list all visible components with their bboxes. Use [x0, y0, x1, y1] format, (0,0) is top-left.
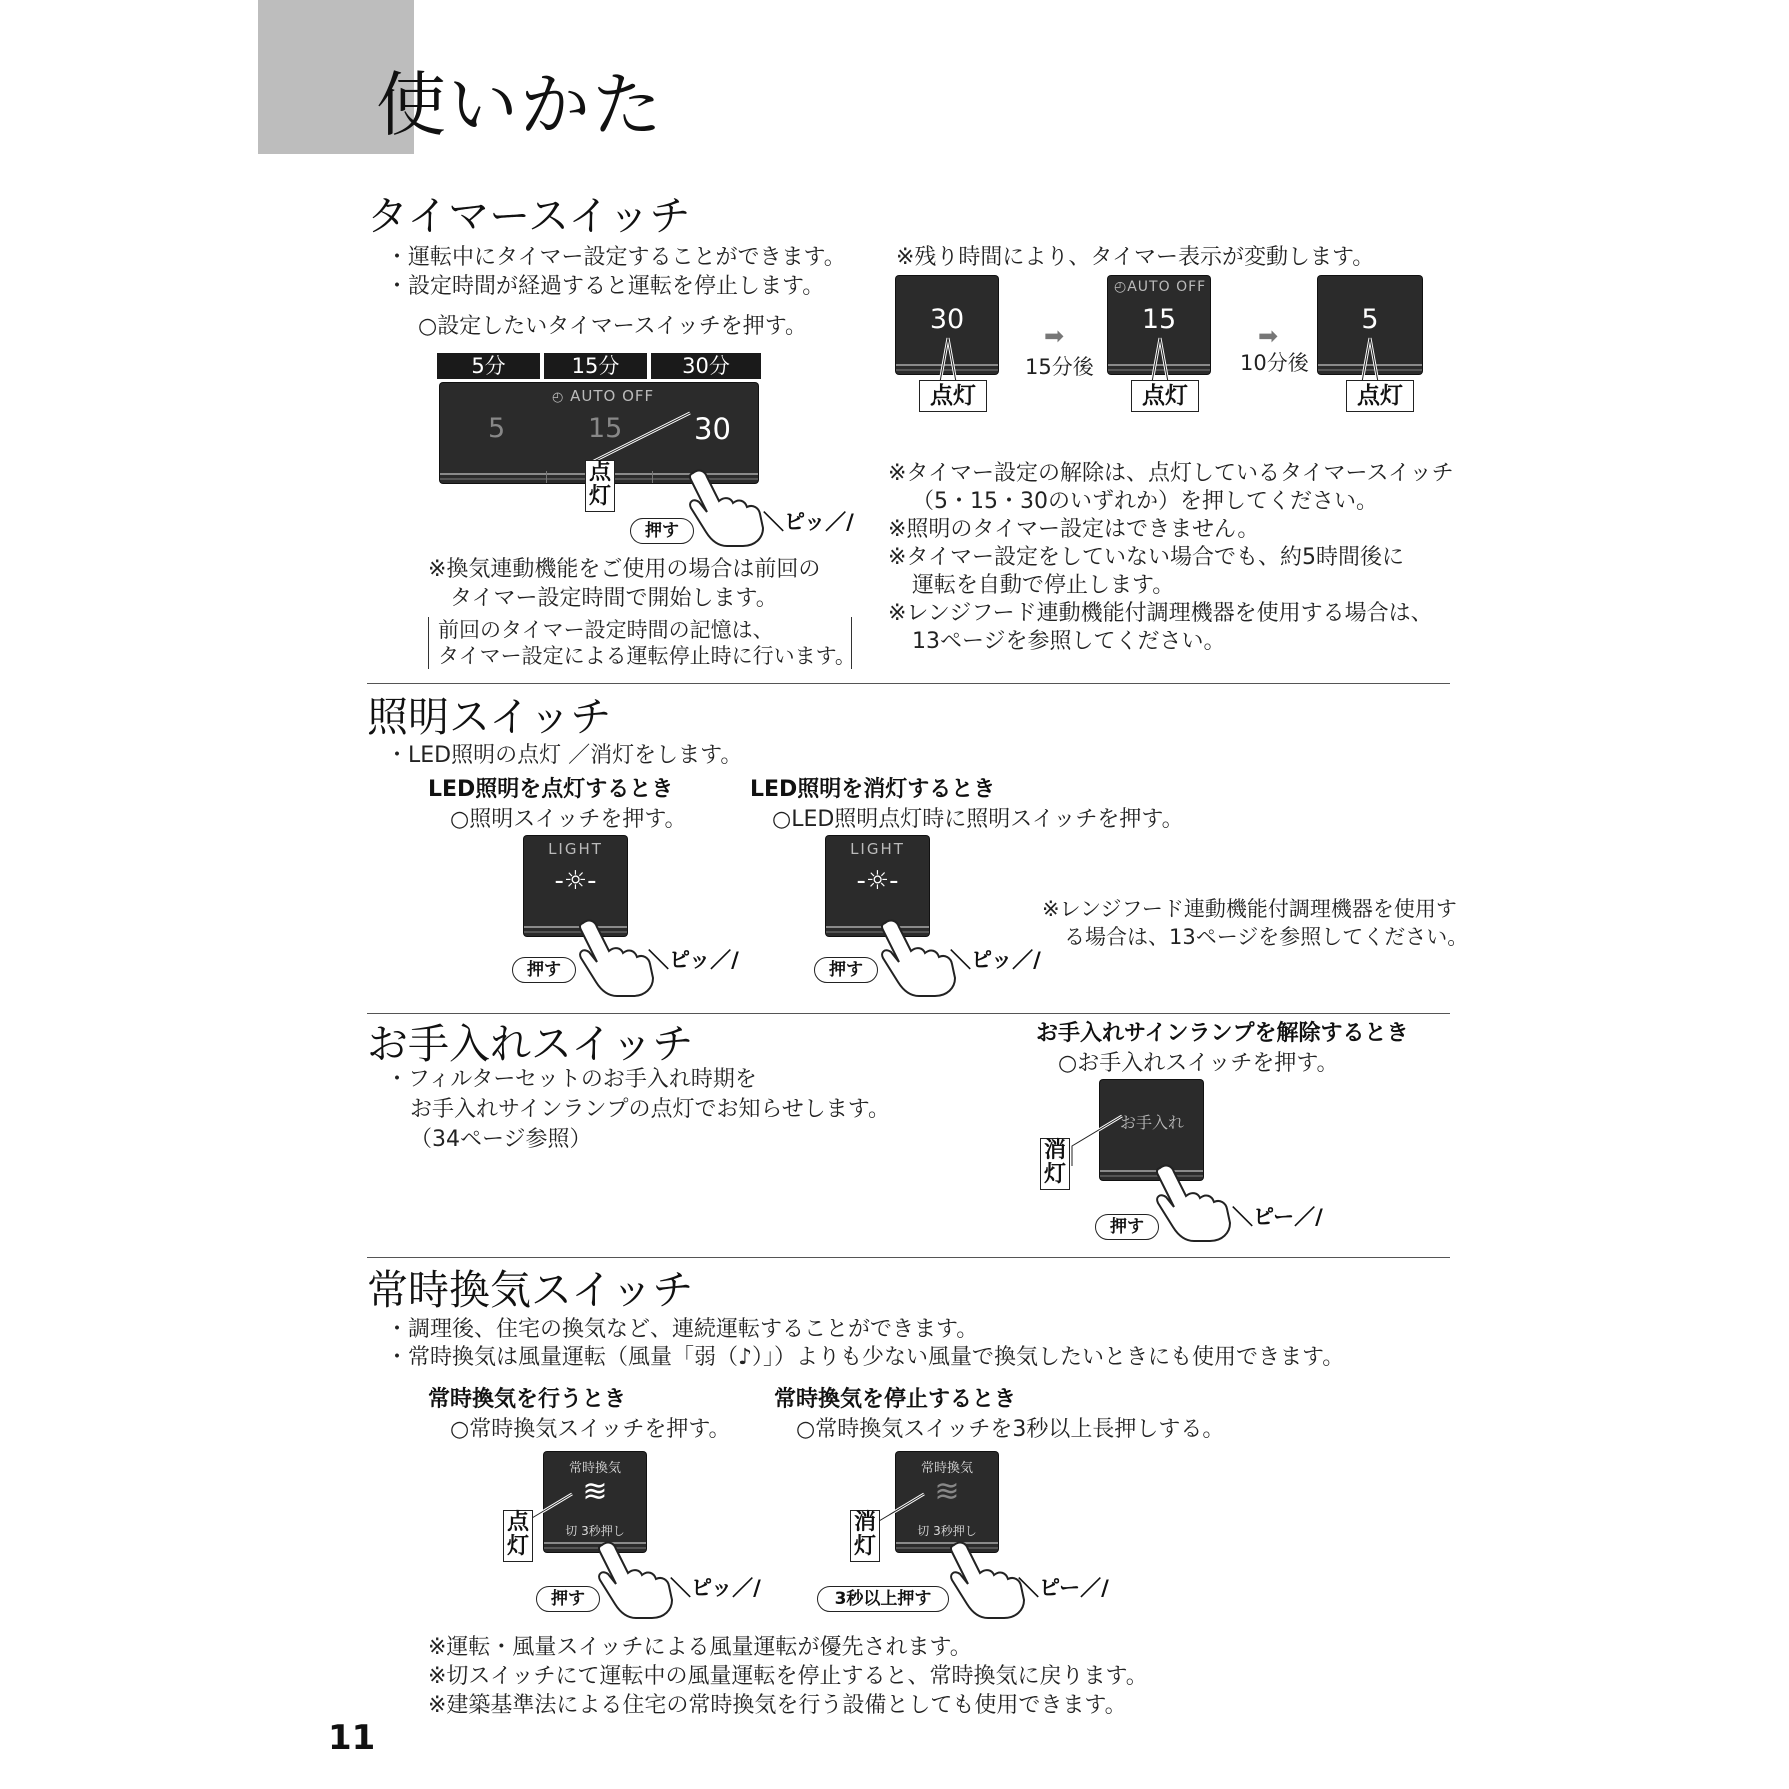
timer-note-3: ※照明のタイマー設定はできません。 — [888, 517, 1260, 542]
care-release-instruction: ○お手入れスイッチを押す。 — [1058, 1051, 1339, 1076]
care-hand-icon — [1152, 1163, 1242, 1243]
vent-note-2: ※切スイッチにて運転中の風量運転を停止すると、常時換気に戻ります。 — [428, 1664, 1148, 1689]
timer-lit-label: 点灯 — [585, 460, 615, 512]
vent-off-sound: ＼ピー／/ — [1018, 1576, 1109, 1600]
care-release-heading: お手入れサインランプを解除するとき — [1036, 1021, 1409, 1046]
timer-seq-lit-1: 点灯 — [919, 380, 987, 412]
timer-tab-15: 15分 — [544, 353, 647, 379]
care-off-pointer — [1060, 1110, 1130, 1170]
light-panel-label: LIGHT — [850, 840, 905, 858]
light-section-title: 照明スイッチ — [367, 693, 612, 741]
timer-note-5: 運転を自動で停止します。 — [912, 573, 1175, 598]
timer-sound: ＼ピッ／/ — [763, 510, 854, 534]
timer-bullet-1: ・運転中にタイマー設定することができます。 — [386, 245, 846, 270]
vent-panel-label: 常時換気 — [920, 1461, 973, 1476]
clock-icon: ◴ — [552, 390, 565, 405]
care-bullet-1: ・フィルターセットのお手入れ時期を — [386, 1067, 757, 1092]
timer-note-6: ※レンジフード連動機能付調理機器を使用する場合は、 — [888, 601, 1433, 626]
light-on-press-pill: 押す — [512, 957, 576, 983]
vent-lit-label: 点灯 — [503, 1510, 533, 1562]
vent-off-instruction: ○常時換気スイッチを3秒以上長押しする。 — [796, 1417, 1225, 1442]
timer-note-link-1: ※換気連動機能をご使用の場合は前回の — [428, 557, 821, 582]
timer-seq-after-15: 15分後 — [1025, 355, 1094, 379]
light-bulb-icon: -☼- — [554, 866, 597, 896]
timer-instruction: ○設定したいタイマースイッチを押す。 — [418, 314, 808, 339]
light-off-sound: ＼ピッ／/ — [950, 948, 1041, 972]
timer-memory-note-2: タイマー設定による運転停止時に行います。 — [438, 644, 856, 668]
timer-section-title: タイマースイッチ — [367, 192, 691, 240]
vent-bullet-2: ・常時換気は風量運転（風量「弱（♪）」）よりも少ない風量で換気したいときにも使用できます。 — [386, 1345, 1345, 1370]
care-off-label: 消灯 — [1040, 1138, 1070, 1190]
light-on-sound: ＼ピッ／/ — [648, 948, 739, 972]
vent-section-title: 常時換気スイッチ — [367, 1266, 694, 1314]
vent-long-press-pill: 3秒以上押す — [817, 1586, 949, 1612]
care-panel-label: お手入れ — [1120, 1113, 1185, 1132]
vent-off-heading: 常時換気を停止するとき — [774, 1387, 1017, 1412]
page-title: 使いかた — [376, 64, 664, 146]
timer-note-1: ※タイマー設定の解除は、点灯しているタイマースイッチ — [888, 461, 1454, 486]
timer-note-7: 13ページを参照してください。 — [912, 629, 1226, 654]
light-panel-label: LIGHT — [548, 840, 603, 858]
light-on-heading: LED照明を点灯するとき — [428, 777, 674, 802]
airflow-icon: ≋ — [582, 1474, 608, 1509]
divider — [367, 1013, 1450, 1014]
timer-bullet-2: ・設定時間が経過すると運転を停止します。 — [386, 274, 825, 299]
vent-off-label: 消灯 — [850, 1510, 880, 1562]
light-note-2: る場合は、13ページを参照してください。 — [1064, 925, 1469, 949]
light-off-heading: LED照明を消灯するとき — [750, 777, 996, 802]
timer-press-pill: 押す — [630, 518, 694, 544]
timer-seq-lit-2: 点灯 — [1131, 380, 1199, 412]
timer-memory-note-1: 前回のタイマー設定時間の記憶は、 — [438, 618, 774, 642]
vent-on-press-pill: 押す — [536, 1586, 600, 1612]
care-bullet-2: お手入れサインランプの点灯でお知らせします。 — [410, 1097, 891, 1122]
light-off-instruction: ○LED照明点灯時に照明スイッチを押す。 — [772, 807, 1184, 832]
arrow-right-icon: ➡ — [1258, 322, 1279, 350]
timer-note-link-2: タイマー設定時間で開始します。 — [450, 586, 778, 611]
timer-note-2: （5・15・30のいずれか）を押してください。 — [912, 489, 1378, 514]
care-sound: ＼ピー／/ — [1232, 1205, 1323, 1229]
vent-note-3: ※建築基準法による住宅の常時換気を行う設備としても使用できます。 — [428, 1693, 1127, 1718]
timer-seq-after-10: 10分後 — [1240, 351, 1309, 375]
timer-seq-value-15: 15 — [1141, 304, 1177, 335]
light-bulb-icon: -☼- — [856, 866, 899, 896]
care-section-title: お手入れスイッチ — [367, 1020, 694, 1068]
timer-seq-lit-3: 点灯 — [1346, 380, 1414, 412]
light-on-instruction: ○照明スイッチを押す。 — [450, 807, 687, 832]
light-off-press-pill: 押す — [814, 957, 878, 983]
arrow-right-icon: ➡ — [1044, 322, 1065, 350]
timer-button-15[interactable]: 15 — [588, 413, 623, 444]
timer-tab-5: 5分 — [437, 353, 540, 379]
vent-bullet-1: ・調理後、住宅の換気など、連続運転することができます。 — [386, 1317, 979, 1342]
divider — [367, 1257, 1450, 1258]
vent-panel-label: 常時換気 — [568, 1461, 621, 1476]
divider — [367, 683, 1450, 684]
light-note-1: ※レンジフード連動機能付調理機器を使用す — [1042, 897, 1457, 921]
vent-panel-sub: 切 3秒押し — [565, 1524, 625, 1538]
care-press-pill: 押す — [1095, 1214, 1159, 1240]
timer-seq-value-30: 30 — [929, 304, 965, 335]
page-number: 11 — [328, 1718, 376, 1758]
timer-tab-30: 30分 — [651, 353, 761, 379]
light-bullet: ・LED照明の点灯 ／消灯をします。 — [386, 743, 743, 768]
vent-note-1: ※運転・風量スイッチによる風量運転が優先されます。 — [428, 1635, 972, 1660]
vent-on-sound: ＼ピッ／/ — [670, 1576, 761, 1600]
airflow-icon: ≋ — [934, 1474, 960, 1509]
vent-on-instruction: ○常時換気スイッチを押す。 — [450, 1417, 731, 1442]
vent-on-heading: 常時換気を行うとき — [428, 1387, 627, 1412]
auto-off-label: AUTO OFF — [570, 387, 655, 405]
timer-hand-press-icon — [685, 468, 775, 548]
timer-seq-value-5: 5 — [1361, 304, 1379, 335]
vent-panel-sub: 切 3秒押し — [917, 1524, 977, 1538]
timer-button-5[interactable]: 5 — [488, 413, 506, 444]
care-bullet-3: （34ページ参照） — [410, 1127, 592, 1152]
timer-seq-auto-off: ◴AUTO OFF — [1114, 279, 1207, 295]
auto-off-indicator — [552, 387, 654, 405]
timer-note-4: ※タイマー設定をしていない場合でも、約5時間後に — [888, 545, 1404, 570]
timer-button-30[interactable]: 30 — [694, 412, 731, 446]
timer-remain-note: ※残り時間により、タイマー表示が変動します。 — [896, 245, 1375, 270]
